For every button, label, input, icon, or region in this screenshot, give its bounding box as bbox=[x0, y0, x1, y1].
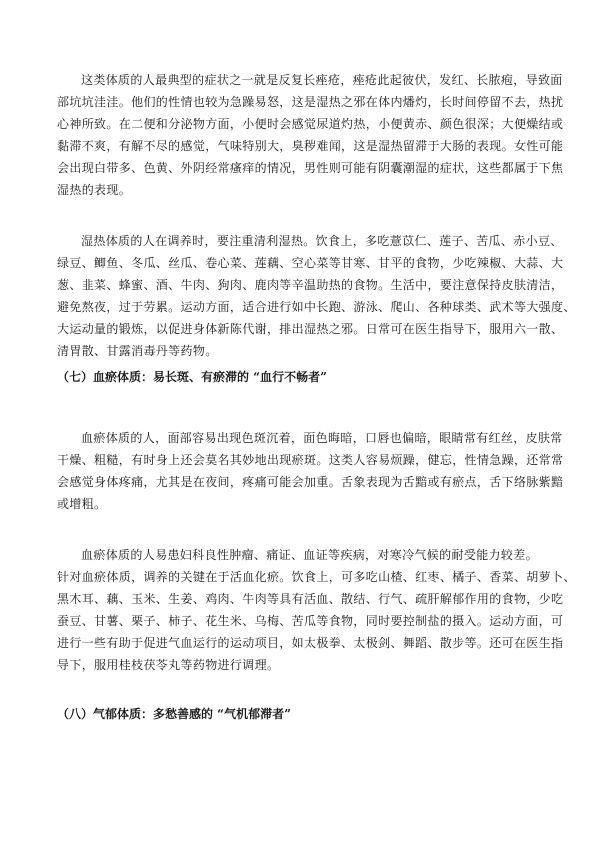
paragraph-damp-heat-care bbox=[57, 230, 576, 362]
text-line: 湿热的表现。 bbox=[57, 183, 132, 197]
paragraph-blood-stasis-care bbox=[57, 544, 576, 676]
text-line: 绿豆、鲫鱼、冬瓜、丝瓜、卷心菜、莲藕、空心菜等甘寒、甘平的食物，少吃辣椒、大蒜、大 bbox=[57, 256, 564, 270]
text-line: 黏滞不爽，有解不尽的感觉，气味特别大，臭秽难闻，这是湿热留滞于大肠的表现。女性可能 bbox=[57, 139, 564, 153]
text-line: 进行一些有助于促进气血运行的运动项目，如太极拳、太极剑、舞蹈、散步等。还可在医生指 bbox=[57, 636, 564, 650]
text-line: 这类体质的人最典型的症状之一就是反复长痤疮，痤疮此起彼伏，发红、长脓疱，导致面 bbox=[81, 73, 563, 87]
text-line: 黑木耳、藕、玉米、生姜、鸡肉、牛肉等具有活血、散结、行气、疏肝解郁作用的食物，少吃 bbox=[57, 592, 564, 606]
text-line: 部坑坑洼洼。他们的性情也较为急躁易怒，这是湿热之邪在体内燔灼，长时间停留不去，热扰 bbox=[57, 95, 564, 109]
text-line: 会出现白带多、色黄、外阴经常瘙痒的情况，男性则可能有阴囊潮湿的症状，这些都属于下焦 bbox=[57, 161, 564, 175]
text-line: 避免熬夜，过于劳累。运动方面，适合进行如中长跑、游泳、爬山、各种球类、武术等大强度、 bbox=[57, 300, 576, 314]
text-line: 干燥、粗糙，有时身上还会莫名其妙地出现瘀斑。这类人容易烦躁，健忘，性情急躁，还常常 bbox=[57, 453, 564, 467]
text-line: 血瘀体质的人，面部容易出现色斑沉着，面色晦暗，口唇也偏暗，眼睛常有红丝，皮肤常 bbox=[81, 431, 563, 445]
paragraph-blood-stasis-symptoms bbox=[57, 427, 564, 515]
section-heading-blood-stasis: （七）血瘀体质：易长斑、有瘀滞的 “血行不畅者” bbox=[57, 370, 327, 384]
text-line: 湿热体质的人在调养时，要注重清利湿热。饮食上，多吃薏苡仁、莲子、苦瓜、赤小豆、 bbox=[81, 234, 563, 248]
text-line: 清胃散、甘露消毒丹等药物。 bbox=[57, 344, 218, 358]
text-line: 或增粗。 bbox=[57, 497, 107, 511]
text-line: 血瘀体质的人易患妇科良性肿瘤、痛证、血证等疾病，对寒冷气候的耐受能力较差。 bbox=[81, 548, 538, 562]
text-line: 大运动量的锻炼，以促进身体新陈代谢，排出湿热之邪。日常可在医生指导下，服用六一散、 bbox=[57, 322, 564, 336]
text-line: 葱、韭菜、蜂蜜、酒、牛肉、狗肉、鹿肉等辛温助热的食物。生活中，要注意保持皮肤清洁， bbox=[57, 278, 564, 292]
section-heading-qi-stagnation: （八）气郁体质：多愁善感的 “气机郁滞者” bbox=[57, 707, 291, 721]
text-line: 会感觉身体疼痛，尤其是在夜间，疼痛可能会加重。舌象表现为舌黯或有瘀点，舌下络脉紫黯 bbox=[57, 475, 564, 489]
text-line: 导下，服用桂枝茯苓丸等药物进行调理。 bbox=[57, 658, 280, 672]
text-line: 心神所致。在二便和分泌物方面，小便时会感觉尿道灼热，小便黄赤、颜色很深；大便燥结或 bbox=[57, 117, 564, 131]
text-line: 蚕豆、甘薯、栗子、柿子、花生米、乌梅、苦瓜等食物，同时要控制盐的摄入。运动方面，可 bbox=[57, 614, 564, 628]
paragraph-damp-heat-symptoms bbox=[57, 69, 564, 201]
text-line: 针对血瘀体质，调养的关键在于活血化瘀。饮食上，可多吃山楂、红枣、橘子、香菜、胡萝卜、 bbox=[57, 570, 576, 584]
